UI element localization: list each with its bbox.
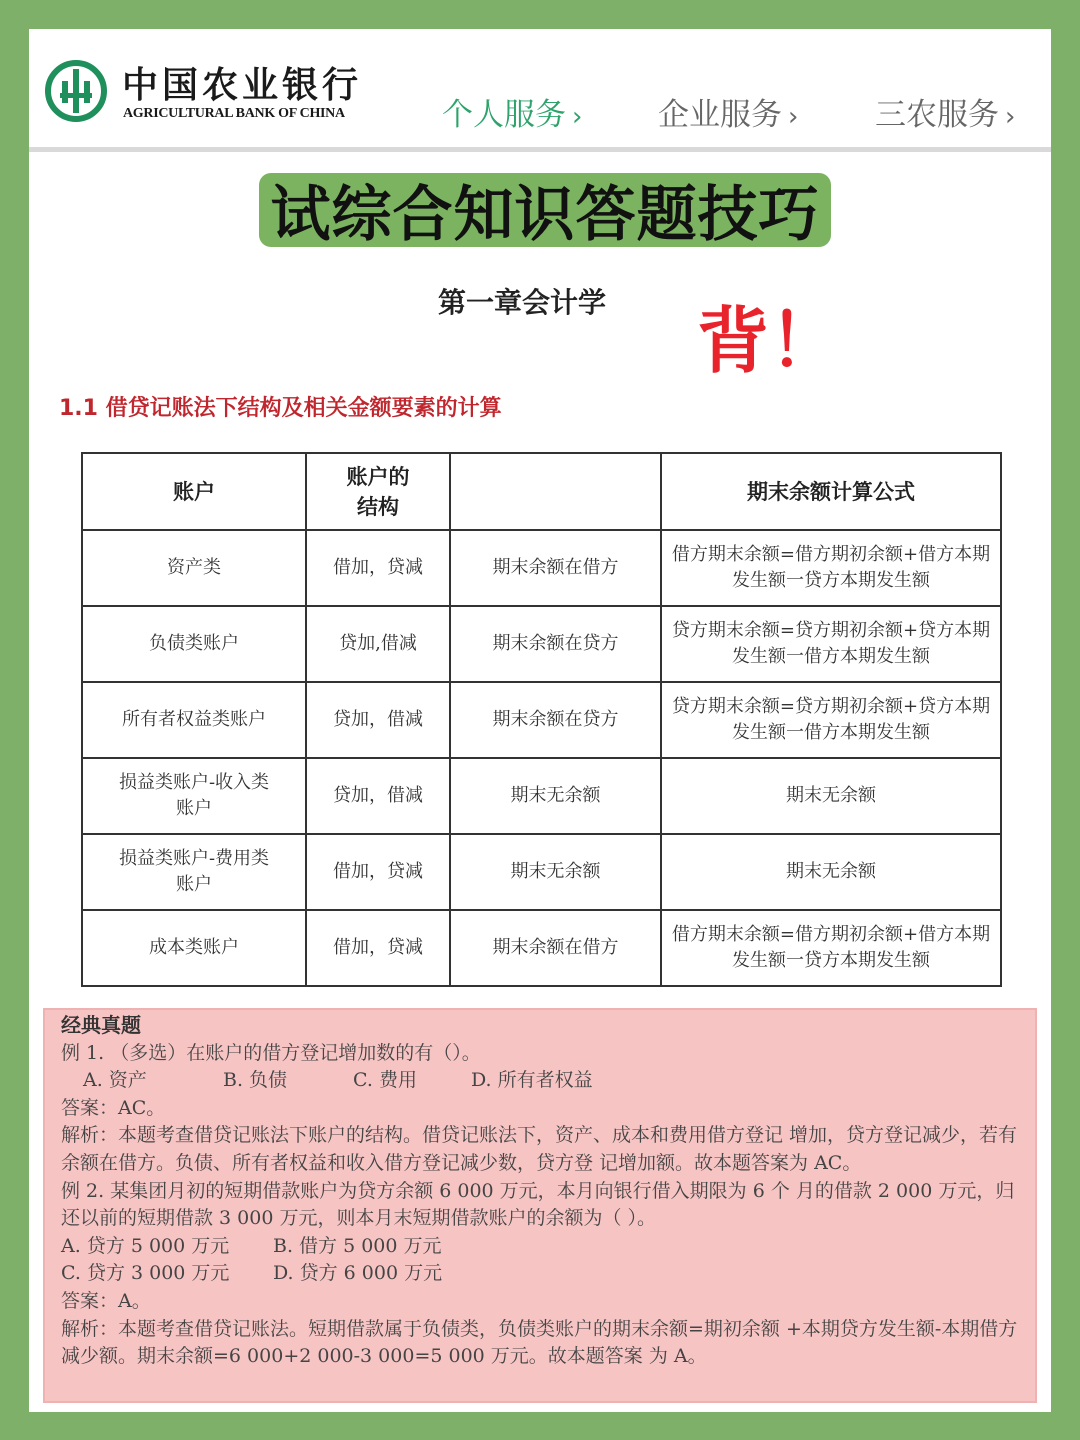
formula-cell: 期末无余额 xyxy=(661,758,1001,834)
title-banner xyxy=(259,173,831,250)
nav-sannong-services[interactable] xyxy=(875,89,1015,134)
table-row xyxy=(82,834,1001,910)
formula-cell: 借方期末余额=借方期初余额+借方本期发生额一贷方本期发生额 xyxy=(661,530,1001,606)
question-1: 例 1. （多选）在账户的借方登记增加数的有（）。 xyxy=(61,1041,481,1064)
account-cell: 损益类账户-费用类账户 xyxy=(82,834,306,910)
section-heading: 1.1 借贷记账法下结构及相关金额要素的计算 xyxy=(59,396,502,421)
balance-side-cell: 期末无余额 xyxy=(450,758,661,834)
column-header: 期末余额计算公式 xyxy=(661,453,1001,530)
account-cell: 资产类 xyxy=(82,530,306,606)
option: C. 贷方 3 000 万元 xyxy=(61,1262,230,1285)
table-header-row xyxy=(82,453,1001,530)
chevron-right-icon: › xyxy=(1005,102,1016,132)
column-header: 账户的结构 xyxy=(306,453,450,530)
structure-cell: 贷加，借减 xyxy=(306,682,450,758)
bank-logo-icon xyxy=(44,59,108,123)
column-header xyxy=(450,453,661,530)
question-1-answer: 答案：AC。 xyxy=(61,1096,166,1119)
bank-name-chinese: 中国农业银行 xyxy=(122,64,363,106)
memorize-note: 背！ xyxy=(697,299,842,383)
option: D. 贷方 6 000 万元 xyxy=(273,1262,443,1285)
page-title: 试综合知识答题技巧 xyxy=(270,180,820,250)
document-page xyxy=(29,29,1051,1412)
chevron-right-icon: › xyxy=(788,102,799,132)
formula-cell: 期末无余额 xyxy=(661,834,1001,910)
question-2-options-row xyxy=(61,1260,1021,1288)
account-cell: 成本类账户 xyxy=(82,910,306,986)
structure-cell: 借加，贷减 xyxy=(306,910,450,986)
formula-cell: 借方期末余额=借方期初余额+借方本期发生额一贷方本期发生额 xyxy=(661,910,1001,986)
nav-label: 个人服务 xyxy=(442,97,566,133)
table-row xyxy=(82,910,1001,986)
structure-cell: 贷加，借减 xyxy=(306,758,450,834)
balance-side-cell: 期末余额在贷方 xyxy=(450,682,661,758)
bank-header xyxy=(29,29,1051,152)
account-cell: 损益类账户-收入类账户 xyxy=(82,758,306,834)
table-row xyxy=(82,682,1001,758)
nav-enterprise-services[interactable] xyxy=(658,89,798,134)
column-header: 账户 xyxy=(82,453,306,530)
account-cell: 所有者权益类账户 xyxy=(82,682,306,758)
bank-name-english: AGRICULTURAL BANK OF CHINA xyxy=(123,106,345,121)
nav-label: 企业服务 xyxy=(658,97,782,133)
question-2: 例 2. 某集团月初的短期借款账户为贷方余额 6 000 万元，本月向银行借入期限为 6 个 月的借款 2 000 万元，归还以前的短期借款 3 000 万元，则本月末短期借款账户的余额为（ ）。 xyxy=(61,1179,1015,1230)
classic-exam-questions xyxy=(43,1008,1037,1403)
option: A. 贷方 5 000 万元 xyxy=(61,1234,230,1257)
account-structure-table xyxy=(81,452,1002,987)
balance-side-cell: 期末余额在贷方 xyxy=(450,606,661,682)
structure-cell: 借加，贷减 xyxy=(306,530,450,606)
table-row xyxy=(82,758,1001,834)
question-2-analysis: 解析：本题考查借贷记账法。短期借款属于负债类，负债类账户的期末余额=期初余额 +本期贷方发生额-本期借方减少额。期末余额=6 000+2 000-3 000=5 000 万元。故本题答案 为 A。 xyxy=(61,1317,1018,1368)
account-cell: 负债类账户 xyxy=(82,606,306,682)
structure-cell: 贷加,借减 xyxy=(306,606,450,682)
question-2-answer: 答案：A。 xyxy=(61,1289,151,1312)
question-1-analysis: 解析：本题考查借贷记账法下账户的结构。借贷记账法下，资产、成本和费用借方登记 增加，贷方登记减少，若有余额在借方。负债、所有者权益和收入借方登记减少数，贷方登 记增加额。故本题答案为 AC。 xyxy=(61,1124,1018,1174)
nav-label: 三农服务 xyxy=(875,97,999,133)
option: B. 负债 xyxy=(223,1069,288,1092)
balance-side-cell: 期末无余额 xyxy=(450,834,661,910)
option: D. 所有者权益 xyxy=(471,1069,593,1092)
formula-cell: 贷方期末余额=贷方期初余额+贷方本期发生额一借方本期发生额 xyxy=(661,682,1001,758)
structure-cell: 借加，贷减 xyxy=(306,834,450,910)
question-2-options-row xyxy=(61,1233,1021,1261)
question-1-options xyxy=(61,1067,1021,1095)
table-row xyxy=(82,530,1001,606)
nav-personal-services[interactable] xyxy=(442,89,582,134)
exam-section-title: 经典真题 xyxy=(61,1013,141,1037)
balance-side-cell: 期末余额在借方 xyxy=(450,910,661,986)
table-row xyxy=(82,606,1001,682)
balance-side-cell: 期末余额在借方 xyxy=(450,530,661,606)
option: B. 借方 5 000 万元 xyxy=(273,1234,442,1257)
formula-cell: 贷方期末余额=贷方期初余额+贷方本期发生额一借方本期发生额 xyxy=(661,606,1001,682)
option: A. 资产 xyxy=(83,1069,147,1092)
chapter-title: 第一章会计学 xyxy=(438,286,607,319)
option: C. 费用 xyxy=(353,1069,417,1092)
chevron-right-icon: › xyxy=(572,102,583,132)
